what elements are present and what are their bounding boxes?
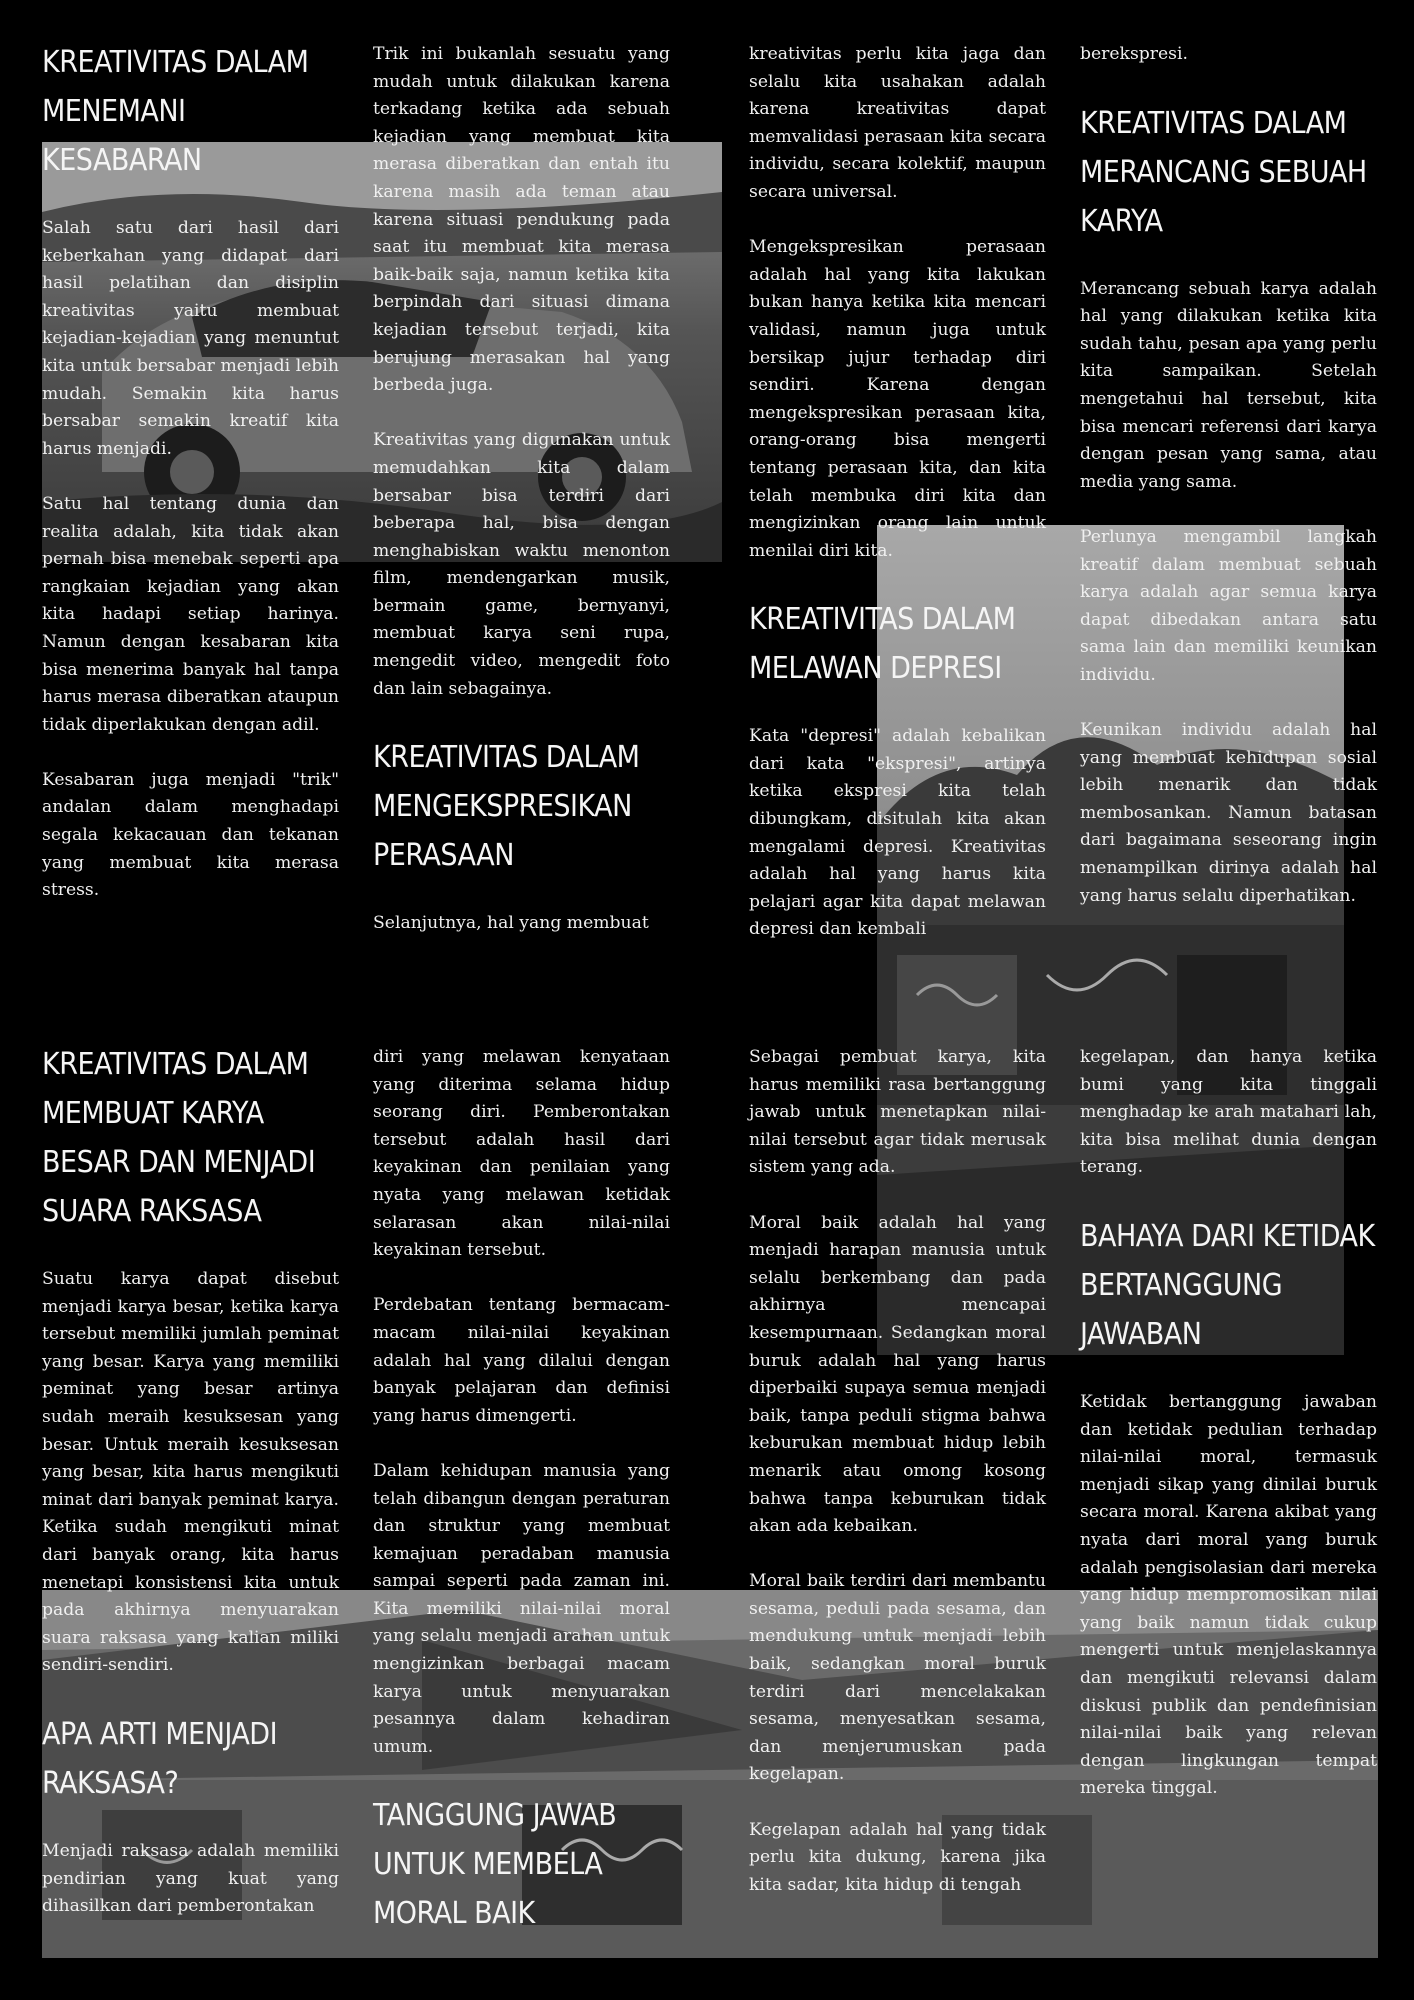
bottom-column-4 — [1080, 1044, 1377, 1803]
section-title-moral-baik: TANGGUNG JAWAB UNTUK MEMBELA MORAL BAIK — [373, 1798, 617, 1932]
bottom-column-1 — [42, 1040, 339, 1921]
paragraph: Kegelapan adalah hal yang tidak perlu kita dukung, karena jika kita sadar, kita hidup di tengah — [749, 1819, 1046, 1895]
paragraph: Moral baik adalah hal yang menjadi harapan manusia untuk selalu berkembang dan pada akhirnya mencapai kesempurnaan. Sedangkan moral buruk adalah hal yang harus diperbaiki supaya semua menjadi baik, tanpa peduli stigma bahwa keburukan membuat hidup lebih menarik atau omong kosong bahwa tanpa keburukan tidak akan ada kebaikan. — [749, 1212, 1046, 1537]
paragraph: Salah satu dari hasil dari keberkahan yang didapat dari hasil pelatihan dan disiplin kreativitas yaitu membuat kejadian-kejadian yang menuntut kita untuk bersabar menjadi lebih mudah. Semakin kita harus bersabar semakin kreatif kita harus menjadi. — [42, 218, 339, 459]
paragraph: Suatu karya dapat disebut menjadi karya besar, ketika karya tersebut memiliki jumlah peminat yang besar. Karya yang memiliki peminat yang besar artinya sudah meraih kesuksesan yang besar. Untuk meraih kesuksesan yang besar, kita harus mengikuti minat dari banyak peminat karya. Ketika sudah mengikuti minat dari banyak orang, kita harus menetapi konsistensi kita untuk pada akhirnya menyuarakan suara raksasa yang kalian miliki sendiri-sendiri. — [42, 1269, 339, 1676]
paragraph: Sebagai pembuat karya, kita harus memiliki rasa bertanggung jawab untuk menetapkan nilai-nilai tersebut agar tidak merusak sistem yang ada. — [749, 1047, 1046, 1178]
paragraph: Perdebatan tentang bermacam-macam nilai-nilai keyakinan adalah hal yang dilalui dengan banyak pelajaran dan definisi yang harus dimengerti. — [373, 1295, 670, 1426]
paragraph: Kreativitas yang digunakan untuk memudahkan kita dalam bersabar bisa terdiri dari beberapa hal, bisa dengan menghabiskan waktu menonton film, mendengarkan musik, bermain game, bernyanyi, membuat karya seni rupa, mengedit video, mengedit foto dan lain sebagainya. — [373, 430, 670, 699]
bottom-column-3 — [749, 1044, 1046, 1899]
section-title-karya-besar: KREATIVITAS DALAM MEMBUAT KARYA BESAR DAN MENJADI SUARA RAKSASA — [42, 1047, 316, 1229]
paragraph: Ketidak bertanggung jawaban dan ketidak pedulian terhadap nilai-nilai moral, termasuk menjadi sikap yang dinilai buruk secara moral. Karena akibat yang nyata dari moral yang buruk adalah pengisolasian dari mereka yang hidup mempromosikan nilai yang baik namun tidak cukup mengerti untuk menjelaskannya dan mengikuti relevansi dalam diskusi publik dan pendefinisian nilai-nilai baik yang relevan dengan lingkungan tempat mereka tinggal. — [1080, 1391, 1377, 1799]
paragraph: diri yang melawan kenyataan yang diterima selama hidup seorang diri. Pemberontakan tersebut adalah hasil dari keyakinan dan penilaian yang nyata yang melawan ketidak selarasan akan nilai-nilai keyakinan tersebut. — [373, 1047, 670, 1261]
paragraph: Dalam kehidupan manusia yang telah dibangun dengan peraturan dan struktur yang membuat kemajuan peradaban manusia sampai seperti pada zaman ini. Kita memiliki nilai-nilai moral yang selalu menjadi arahan untuk mengizinkan berbagai macam karya untuk menyuarakan pesannya dalam kehadiran umum. — [373, 1460, 670, 1757]
paragraph: Menjadi raksasa adalah memiliki pendirian yang kuat yang dihasilkan dari pemberontakan — [42, 1840, 339, 1917]
section-title-arti-raksasa: APA ARTI MENJADI RAKSASA? — [42, 1716, 278, 1801]
top-column-4 — [1080, 41, 1377, 910]
paragraph: Kata "depresi" adalah kebalikan dari kata "ekspresi", artinya ketika ekspresi kita telah dibungkam, disitulah kita akan mengalami depresi. Kreativitas adalah hal yang harus kita pelajari agar kita dapat melawan depresi dan kembali — [749, 726, 1046, 940]
paragraph: Moral baik terdiri dari membantu sesama, peduli pada sesama, dan mendukung untuk menjadi lebih baik, sedangkan moral buruk terdiri dari mencelakakan sesama, menyesatkan sesama, dan menjerumuskan pada kegelapan. — [749, 1571, 1046, 1785]
paragraph: kegelapan, dan hanya ketika bumi yang kita tinggali menghadap ke arah matahari lah, kita bisa melihat dunia dengan terang. — [1080, 1047, 1377, 1178]
paragraph: Mengekspresikan perasaan adalah hal yang kita lakukan bukan hanya ketika kita mencari validasi, namun juga untuk bersikap jujur terhadap diri sendiri. Karena dengan mengekspresikan perasaan kita, orang-orang bisa mengerti tentang perasaan kita, dan kita telah membuka diri kita dan mengizinkan orang lain untuk menilai diri kita. — [749, 237, 1046, 561]
top-column-2 — [373, 41, 670, 938]
bottom-column-2 — [373, 1044, 670, 1938]
paragraph: Keunikan individu adalah hal yang membuat kehidupan sosial lebih menarik dan tidak membosankan. Namun batasan dari bagaimana seseorang ingin menampilkan dirinya adalah hal yang harus selalu diperhatikan. — [1080, 720, 1377, 906]
paragraph: kreativitas perlu kita jaga dan selalu kita usahakan adalah karena kreativitas dapat memvalidasi perasaan kita secara individu, secara kolektif, maupun secara universal. — [749, 44, 1046, 202]
section-title-ketidak-bertanggung-jawaban: BAHAYA DARI KETIDAK BERTANGGUNG JAWABAN — [1080, 1218, 1375, 1352]
paragraph: Selanjutnya, hal yang membuat — [373, 913, 649, 934]
top-column-3 — [749, 41, 1046, 944]
paragraph: berekspresi. — [1080, 44, 1188, 64]
paragraph: Perlunya mengambil langkah kreatif dalam membuat sebuah karya adalah agar semua karya dapat dibedakan antara satu sama lain dan memiliki keunikan individu. — [1080, 526, 1377, 685]
section-title-merancang-karya: KREATIVITAS DALAM MERANCANG SEBUAH KARYA — [1080, 105, 1367, 239]
section-title-melawan-depresi: KREATIVITAS DALAM MELAWAN DEPRESI — [749, 602, 1016, 687]
paragraph: Trik ini bukanlah sesuatu yang mudah untuk dilakukan karena terkadang ketika ada sebuah kejadian yang membuat kita merasa diberatkan dan entah itu karena masih ada teman atau karena situasi pendukung pada saat itu membuat kita merasa baik-baik saja, namun ketika kita berpindah dari situasi dimana kejadian tersebut terjadi, kita berujung merasakan hal yang berbeda juga. — [373, 44, 670, 396]
section-title-kesabaran: KREATIVITAS DALAM MENEMANI KESABARAN — [42, 45, 309, 178]
paragraph: Merancang sebuah karya adalah hal yang dilakukan ketika kita sudah tahu, pesan apa yang perlu kita sampaikan. Setelah mengetahui hal tersebut, kita bisa mencari referensi dari karya dengan pesan yang sama, atau media yang sama. — [1080, 278, 1377, 492]
top-column-1 — [42, 38, 339, 905]
paragraph: Satu hal tentang dunia dan realita adalah, kita tidak akan pernah bisa menebak seperti apa rangkaian kejadian yang akan kita hadapi setiap harinya. Namun dengan kesabaran kita bisa menerima banyak hal tanpa harus merasa diberatkan ataupun tidak diperlakukan dengan adil. — [42, 493, 339, 735]
section-title-mengekspresikan-perasaan: KREATIVITAS DALAM MENGEKSPRESIKAN PERASAAN — [373, 740, 640, 874]
paragraph: Kesabaran juga menjadi "trik" andalan dalam menghadapi segala kekacauan dan tekanan yang membuat kita merasa stress. — [42, 769, 339, 901]
